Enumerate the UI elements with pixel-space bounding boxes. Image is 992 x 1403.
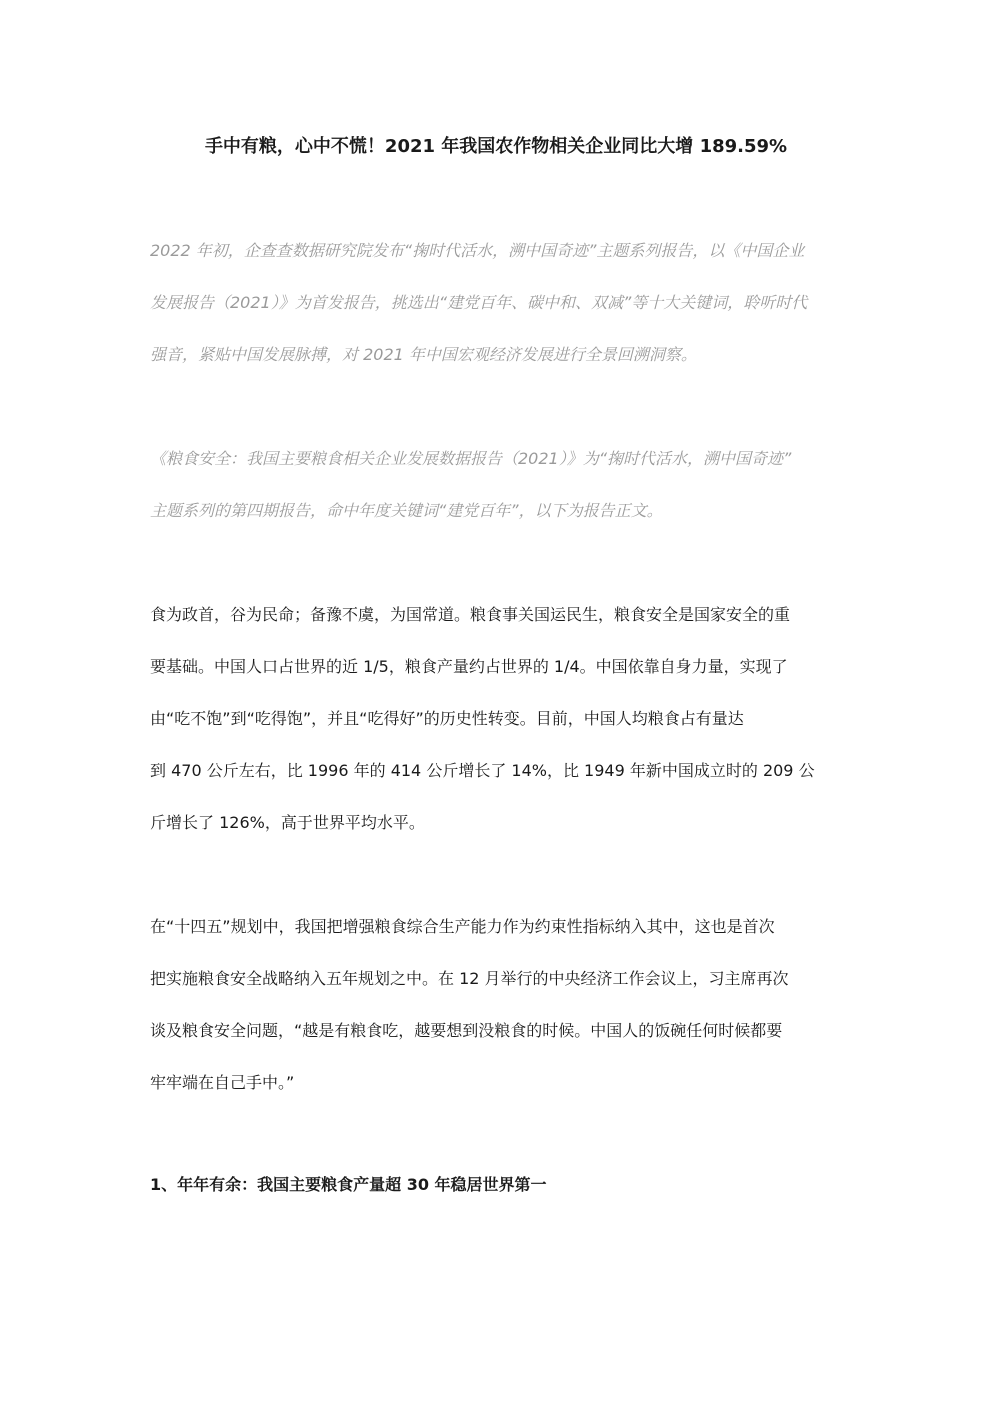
body-paragraph-1 (150, 589, 842, 849)
body-paragraph-2-line-1: 在“十四五”规划中，我国把增强粮食综合生产能力作为约束性指标纳入其中，这也是首次 (150, 917, 775, 936)
intro-paragraph-2 (150, 433, 842, 537)
body-paragraph-2-line-3: 谈及粮食安全问题，“越是有粮食吃，越要想到没粮食的时候。中国人的饭碗任何时候都要 (150, 1021, 783, 1040)
intro-paragraph-1-line-1: 2022 年初，企查查数据研究院发布“掬时代活水，溯中国奇迹”主题系列报告，以《中国企业 (150, 241, 805, 260)
body-paragraph-2-line-2: 把实施粮食安全战略纳入五年规划之中。在 12 月举行的中央经济工作会议上，习主席再次 (150, 969, 789, 988)
intro-paragraph-1-line-2: 发展报告（2021）》为首发报告，挑选出“建党百年、碳中和、双减”等十大关键词，聆听时代 (150, 293, 808, 312)
intro-paragraph-2-line-1: 《粮食安全：我国主要粮食相关企业发展数据报告（2021）》为“掬时代活水，溯中国奇迹” (150, 449, 792, 468)
section-heading: 1、年年有余：我国主要粮食产量超 30 年稳居世界第一 (150, 1175, 547, 1194)
body-paragraph-1-line-5: 斤增长了 126%，高于世界平均水平。 (150, 813, 425, 832)
body-paragraph-2-line-4: 牢牢端在自己手中。” (150, 1073, 295, 1092)
intro-paragraph-2-line-2: 主题系列的第四期报告，命中年度关键词“建党百年”，以下为报告正文。 (150, 501, 663, 520)
intro-paragraph-1 (150, 225, 842, 381)
intro-paragraph-1-line-3: 强音，紧贴中国发展脉搏，对 2021 年中国宏观经济发展进行全景回溯洞察。 (150, 345, 697, 364)
body-paragraph-1-line-1: 食为政首，谷为民命；备豫不虞，为国常道。粮食事关国运民生，粮食安全是国家安全的重 (150, 605, 791, 624)
body-paragraph-1-line-3: 由“吃不饱”到“吃得饱”，并且“吃得好”的历史性转变。目前，中国人均粮食占有量达 (150, 709, 744, 728)
body-paragraph-1-line-2: 要基础。中国人口占世界的近 1/5，粮食产量约占世界的 1/4。中国依靠自身力量，实现了 (150, 657, 788, 676)
body-paragraph-2 (150, 901, 842, 1109)
body-paragraph-1-line-4: 到 470 公斤左右，比 1996 年的 414 公斤增长了 14%，比 1949 年新中国成立时的 209 公 (150, 761, 815, 780)
document-title: 手中有粮，心中不慌！2021 年我国农作物相关企业同比大增 189.59% (204, 136, 788, 157)
